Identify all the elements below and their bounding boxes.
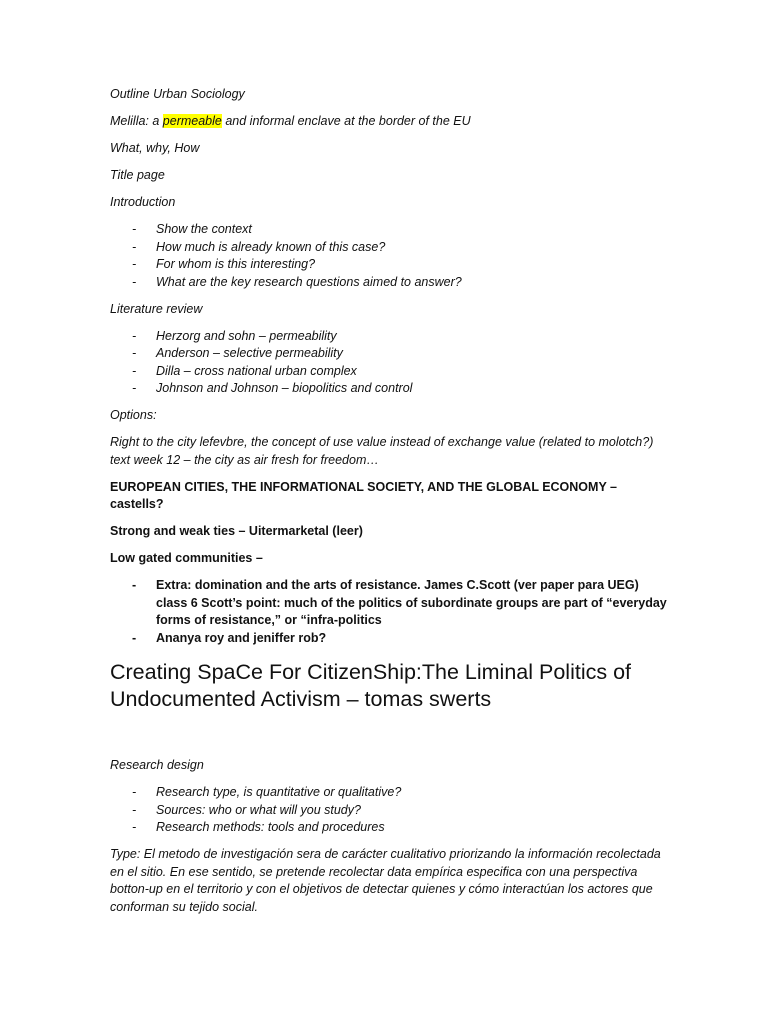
list-item-text: Extra: domination and the arts of resistance. James C.Scott (ver paper para UEG) class 6 Scott’s point: much of the politics of subordinate groups are part of “everyday forms of resistance,” or “infra-politics	[156, 578, 667, 627]
list-item-text: Research methods: tools and procedures	[156, 820, 385, 834]
topic-line	[110, 113, 670, 131]
list-item	[110, 363, 670, 381]
introduction-label: Introduction	[110, 195, 176, 209]
gated-communities-line: Low gated communities –	[110, 551, 263, 565]
list-item-text: Research type, is quantitative or qualitative?	[156, 785, 402, 799]
topic-text-end: and informal enclave at the border of the EU	[221, 114, 471, 128]
literature-list	[110, 328, 670, 398]
extra-list	[110, 577, 670, 647]
list-item	[110, 239, 670, 257]
list-item	[110, 819, 670, 837]
dash-bullet: -	[132, 820, 137, 834]
list-item-text: Dilla – cross national urban complex	[156, 363, 357, 378]
list-item-text: What are the key research questions aimed to answer?	[156, 274, 462, 289]
list-item	[110, 380, 670, 398]
dash-bullet: -	[132, 802, 137, 817]
dash-bullet: -	[132, 328, 137, 343]
outline-title: Outline Urban Sociology	[110, 87, 245, 101]
list-item-text: Herzorg and sohn – permeability	[156, 328, 337, 343]
introduction-list	[110, 221, 670, 291]
literature-review-label: Literature review	[110, 301, 203, 316]
topic-text-start: Melilla: a	[110, 114, 163, 128]
list-item-text: Anderson – selective permeability	[156, 346, 343, 360]
list-item	[110, 577, 670, 630]
dash-bullet: -	[132, 257, 137, 271]
list-item	[110, 345, 670, 363]
list-item	[110, 784, 670, 802]
dash-bullet: -	[132, 578, 137, 592]
heading-spacer	[110, 713, 670, 757]
list-item	[110, 221, 670, 239]
list-item-text: For whom is this interesting?	[156, 257, 316, 271]
title-page-label: Title page	[110, 168, 165, 182]
what-why-how: What, why, How	[110, 141, 200, 155]
list-item	[110, 802, 670, 820]
list-item-text: Sources: who or what will you study?	[156, 802, 361, 817]
dash-bullet: -	[132, 381, 137, 395]
list-item	[110, 256, 670, 274]
dash-bullet: -	[132, 222, 137, 236]
dash-bullet: -	[132, 363, 137, 378]
list-item-text: How much is already known of this case?	[156, 239, 386, 254]
type-paragraph: Type: El metodo de investigación sera de carácter cualitativo priorizando la información recolectada en el sitio. En ese sentido, se pretende recolectar data empírica especifica con una perspectiva botton-up en el territorio y con el objetivos de detectar quienes y cómo interactúan los actores que conforman su tejido social.	[110, 847, 661, 914]
list-item	[110, 274, 670, 292]
castells-line: EUROPEAN CITIES, THE INFORMATIONAL SOCIETY, AND THE GLOBAL ECONOMY – castells?	[110, 479, 617, 511]
strong-weak-ties-line: Strong and weak ties – Uitermarketal (leer)	[110, 524, 363, 538]
list-item	[110, 630, 670, 648]
options-text: Right to the city lefevbre, the concept of use value instead of exchange value (related to molotch?) text week 12 – the city as air fresh for freedom…	[110, 435, 654, 467]
list-item-text: Ananya roy and jeniffer rob?	[156, 630, 327, 645]
dash-bullet: -	[132, 630, 137, 645]
dash-bullet: -	[132, 239, 137, 254]
research-design-label: Research design	[110, 758, 204, 772]
dash-bullet: -	[132, 274, 137, 289]
options-label: Options:	[110, 408, 157, 422]
dash-bullet: -	[132, 785, 137, 799]
list-item	[110, 328, 670, 346]
highlighted-word: permeable	[162, 114, 222, 128]
document-body	[110, 86, 670, 926]
paper-heading: Creating SpaCe For CitizenShip:The Liminal Politics of Undocumented Activism – tomas swerts	[110, 660, 632, 711]
research-design-list	[110, 784, 670, 837]
list-item-text: Show the context	[156, 222, 252, 236]
list-item-text: Johnson and Johnson – biopolitics and control	[156, 381, 413, 395]
dash-bullet: -	[132, 346, 137, 360]
